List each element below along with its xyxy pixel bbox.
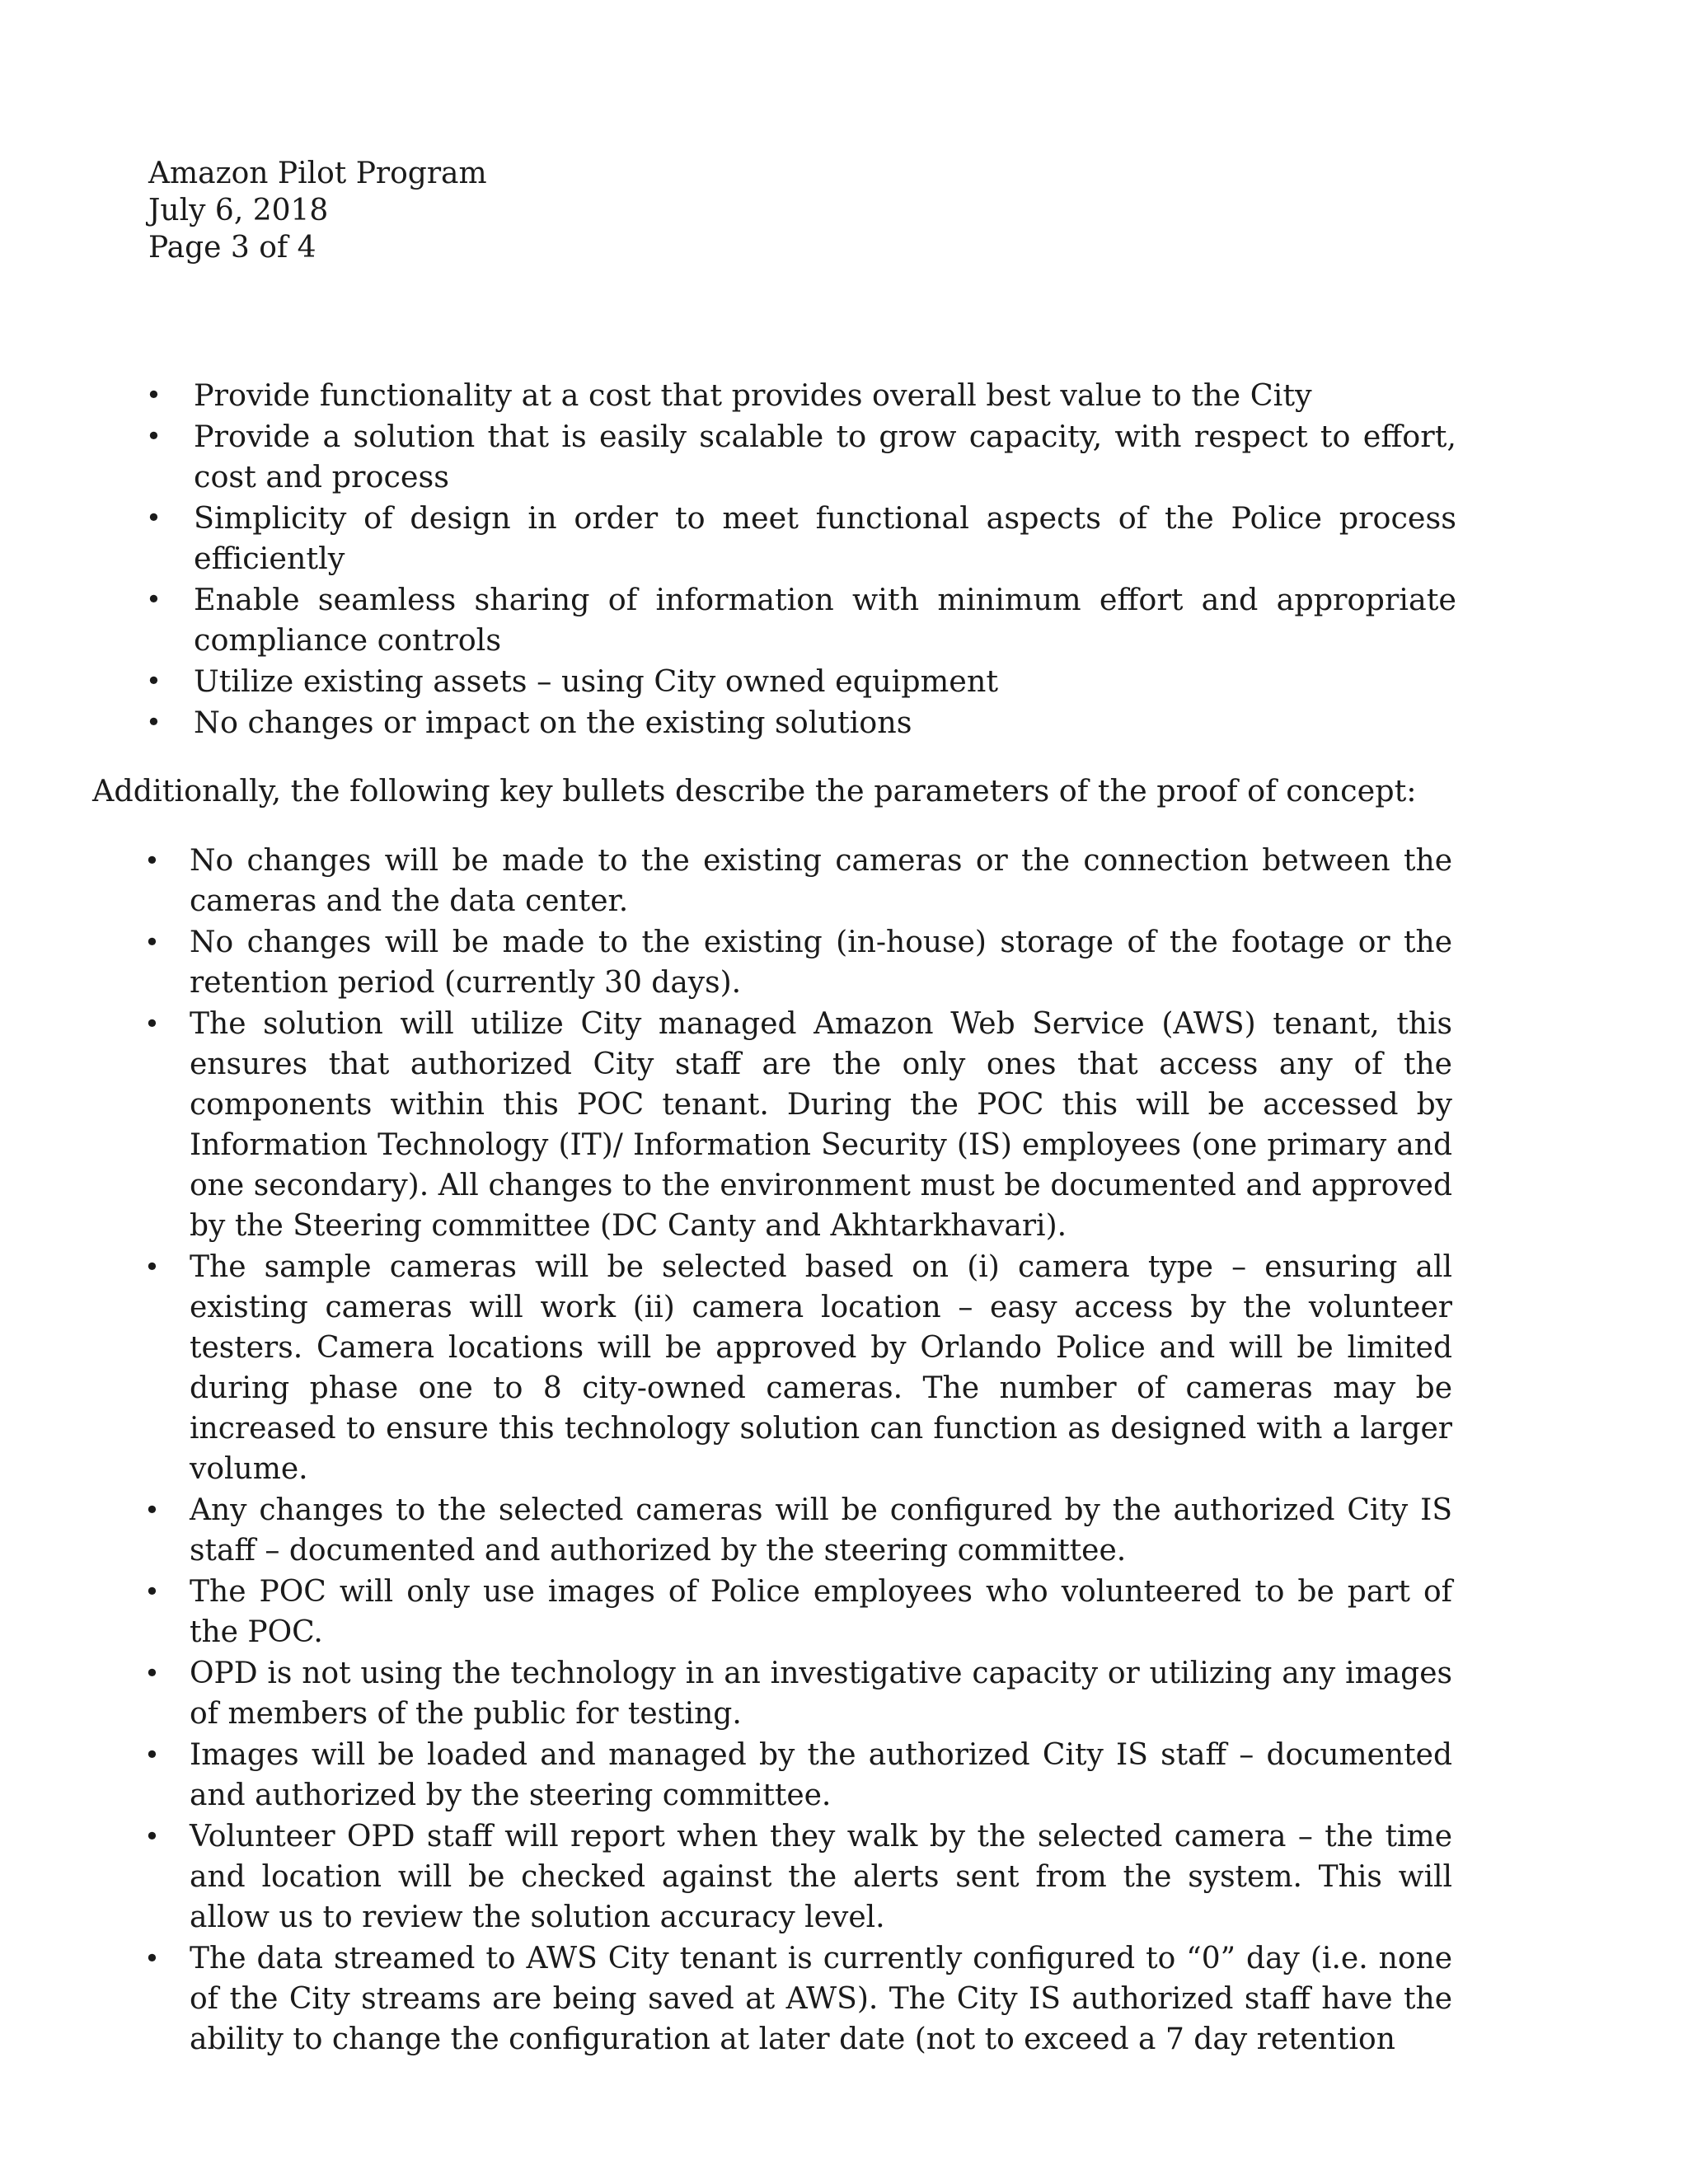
bullet-icon: •	[146, 583, 162, 615]
list-item	[144, 1938, 1452, 2060]
bullet-icon: •	[144, 845, 160, 876]
list-item-text: The POC will only use images of Police employees who volunteered to be part of the POC.	[190, 1575, 1452, 1649]
objectives-list	[146, 375, 1456, 743]
bullet-icon: •	[144, 1943, 160, 1974]
bullet-icon: •	[144, 926, 160, 958]
list-item-text: OPD is not using the technology in an investigative capacity or utilizing any images of members of the public for testing.	[190, 1657, 1452, 1731]
list-item	[144, 841, 1452, 921]
list-item	[146, 498, 1456, 579]
list-item	[144, 1247, 1452, 1489]
list-item-text: Images will be loaded and managed by the authorized City IS staff – documented and authorized by the steering committee.	[190, 1738, 1452, 1812]
list-item	[144, 1653, 1452, 1734]
intro-paragraph: Additionally, the following key bullets describe the parameters of the proof of concept:	[92, 773, 1417, 808]
list-item	[146, 702, 1456, 743]
list-item-text: The sample cameras will be selected based on (i) camera type – ensuring all existing cameras will work (ii) camera location – easy access by the volunteer testers. Camera locations will be approved by Orlando Police and will be limited during phase one to 8 city-owned cameras. The number of cameras may be increased to ensure this technology solution can function as designed with a larger volume.	[190, 1250, 1452, 1486]
list-item	[144, 1816, 1452, 1938]
list-item-text: Simplicity of design in order to meet functional aspects of the Police process efficiently	[194, 500, 1456, 576]
bullet-icon: •	[146, 379, 162, 410]
page-header	[148, 155, 487, 266]
list-item-text: Volunteer OPD staff will report when they walk by the selected camera – the time and location will be checked against the alerts sent from the system. This will allow us to review the solution accuracy level.	[190, 1820, 1452, 1934]
bullet-icon: •	[144, 1008, 160, 1039]
document-date: July 6, 2018	[148, 194, 329, 227]
list-item	[144, 1490, 1452, 1571]
parameters-list	[144, 841, 1452, 2060]
list-item	[144, 1004, 1452, 1246]
list-item	[146, 661, 1456, 701]
list-item-text: Any changes to the selected cameras will be configured by the authorized City IS staff – documented and authorized by the steering committee.	[190, 1493, 1452, 1568]
list-item-text: Provide a solution that is easily scalable to grow capacity, with respect to effort, cost and process	[194, 419, 1456, 494]
list-item-text: Provide functionality at a cost that provides overall best value to the City	[194, 377, 1312, 413]
bullet-icon: •	[144, 1739, 160, 1770]
bullet-icon: •	[146, 665, 162, 696]
list-item	[146, 416, 1456, 497]
list-item-text: Utilize existing assets – using City owned equipment	[194, 663, 999, 699]
list-item-text: The data streamed to AWS City tenant is currently configured to “0” day (i.e. none of the City streams are being saved at AWS). The City IS authorized staff have the ability to change the configuration at later date (not to exceed a 7 day retention	[190, 1942, 1452, 2056]
bullet-icon: •	[146, 502, 162, 533]
bullet-icon: •	[146, 706, 162, 738]
bullet-icon: •	[144, 1821, 160, 1852]
page-number: Page 3 of 4	[148, 231, 316, 265]
list-item	[144, 1572, 1452, 1652]
bullet-icon: •	[144, 1576, 160, 1607]
list-item-text: No changes or impact on the existing solutions	[194, 705, 912, 740]
list-item	[144, 922, 1452, 1003]
bullet-icon: •	[144, 1251, 160, 1282]
list-item-text: The solution will utilize City managed Amazon Web Service (AWS) tenant, this ensures that authorized City staff are the only ones that access any of the components within this POC tenant. During the POC this will be accessed by Information Technology (IT)/ Information Security (IS) employees (one primary and one secondary). All changes to the environment must be documented and approved by the Steering committee (DC Canty and Akhtarkhavari).	[190, 1007, 1452, 1243]
bullet-icon: •	[144, 1494, 160, 1526]
list-item-text: No changes will be made to the existing (in-house) storage of the footage or the retention period (currently 30 days).	[190, 926, 1452, 1000]
list-item	[144, 1735, 1452, 1816]
list-item-text: No changes will be made to the existing cameras or the connection between the cameras and the data center.	[190, 844, 1452, 918]
bullet-icon: •	[144, 1657, 160, 1689]
list-item	[146, 375, 1456, 415]
document-title: Amazon Pilot Program	[148, 157, 487, 190]
bullet-icon: •	[146, 420, 162, 452]
list-item-text: Enable seamless sharing of information with minimum effort and appropriate compliance controls	[194, 582, 1456, 658]
list-item	[146, 579, 1456, 660]
